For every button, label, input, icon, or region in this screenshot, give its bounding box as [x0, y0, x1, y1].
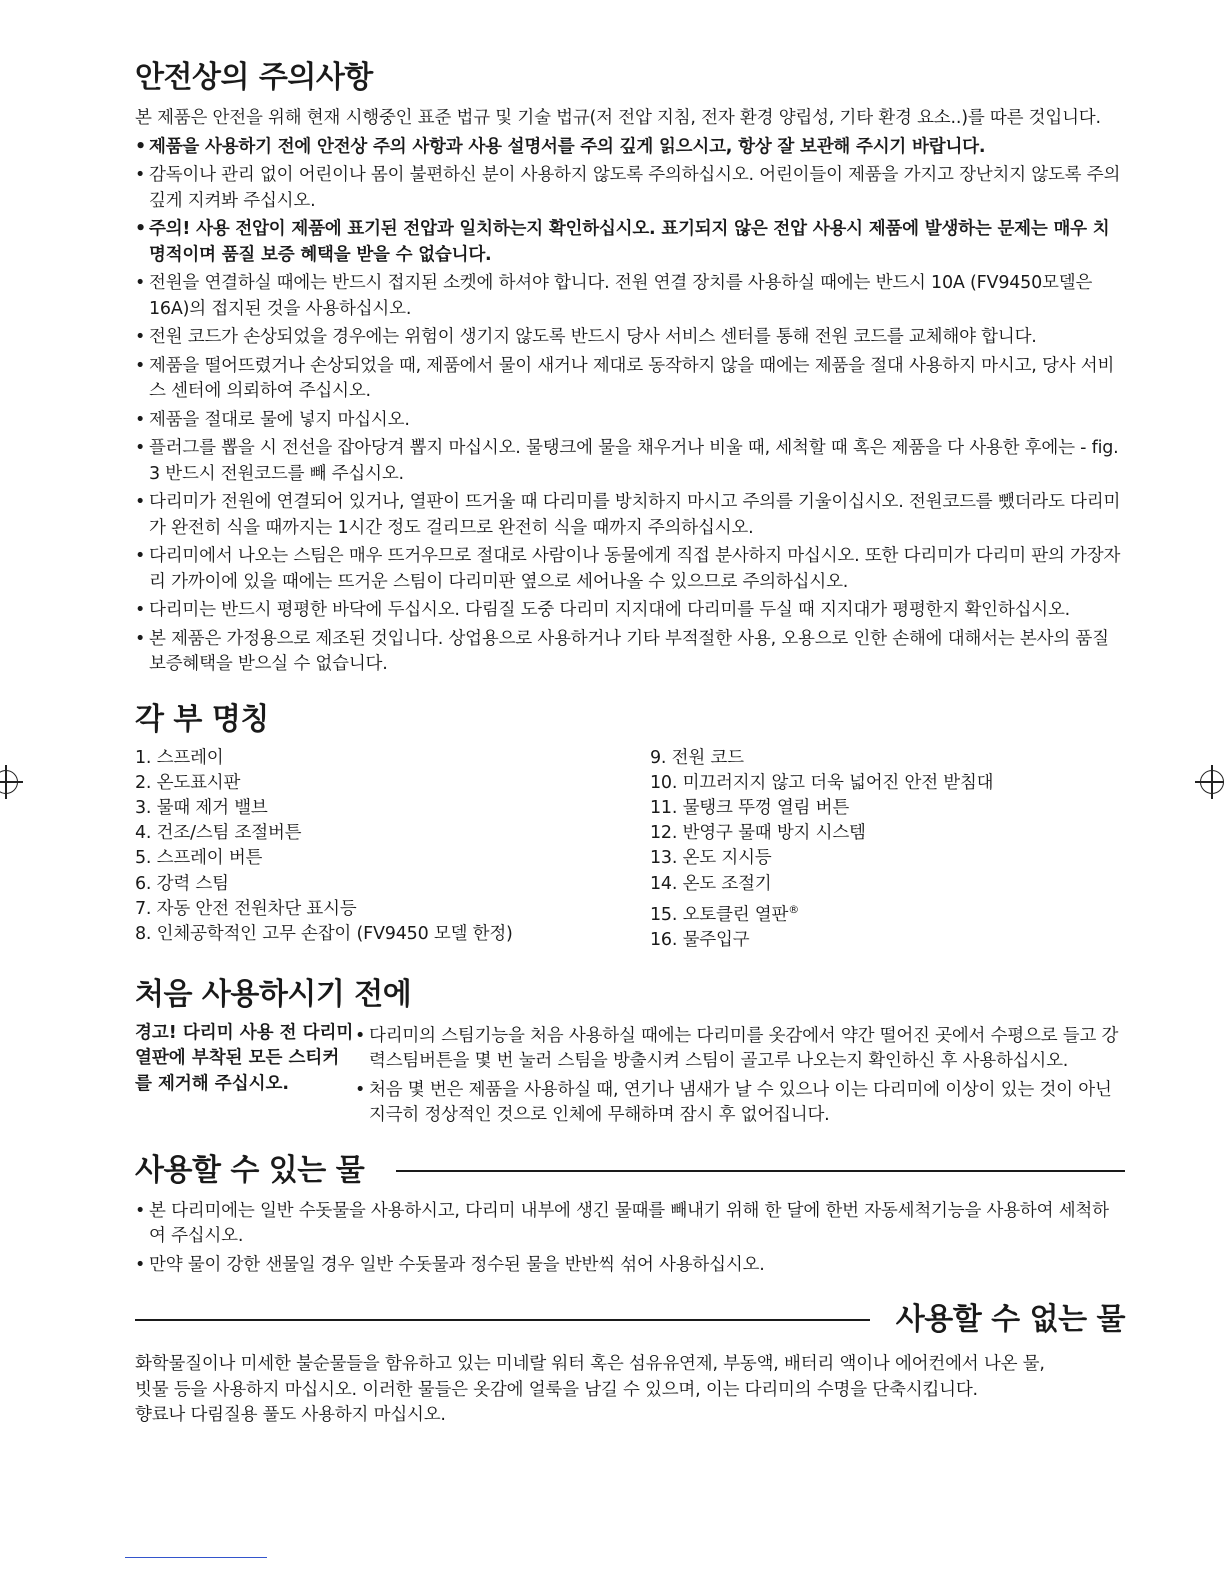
- part-item: 2. 온도표시판: [135, 772, 241, 793]
- usable-water-title: 사용할 수 있는 물: [135, 1152, 365, 1188]
- parts-column-left: [135, 746, 650, 953]
- registration-mark-left: [0, 770, 18, 794]
- list-item: • 다리미는 반드시 평평한 바닥에 두십시오. 다림질 도중 다리미 지지대에 다리미를 두실 때 지지대가 평평한지 확인하십시오.: [135, 598, 1125, 624]
- part-item: 13. 온도 지시등: [650, 848, 772, 869]
- divider: [396, 1170, 1125, 1172]
- part-item: 11. 물탱크 뚜껑 열림 버튼: [650, 797, 850, 818]
- part-item: 9. 전원 코드: [650, 747, 744, 768]
- registration-mark-right: [1200, 770, 1224, 794]
- registered-mark: ®: [788, 902, 799, 916]
- part-item: 16. 물주입구: [650, 929, 750, 950]
- list-item: • 본 제품은 가정용으로 제조된 것입니다. 상업용으로 사용하거나 기타 부적절한 사용, 오용으로 인한 손해에 대해서는 본사의 품질보증혜택을 받으실 수 없습니다.: [135, 627, 1125, 678]
- divider: [135, 1319, 870, 1321]
- safety-title: 안전상의 주의사항: [135, 60, 373, 95]
- list-item: • 만약 물이 강한 샌물일 경우 일반 수돗물과 정수된 물을 반반씩 섞어 사용하십시오.: [135, 1253, 1125, 1279]
- part-item: 5. 스프레이 버튼: [135, 848, 263, 869]
- usable-water-list: [135, 1199, 1125, 1279]
- first-use-body: [135, 1021, 1125, 1129]
- unusable-water-text: [135, 1352, 1125, 1429]
- part-item-label: 15. 오토클린 열판: [650, 904, 789, 925]
- parts-column-right: [650, 746, 993, 953]
- parts-section: [135, 700, 1125, 953]
- list-item: • 다리미가 전원에 연결되어 있거나, 열판이 뜨거울 때 다리미를 방치하지 마시고 주의를 기울이십시오. 전원코드를 뺐더라도 다리미가 완전히 식을 때까지는 1시간 정도 걸리므로 완전히 식을 때까지 주의하십시오.: [135, 490, 1125, 541]
- text-line: 화학물질이나 미세한 불순물들을 함유하고 있는 미네랄 워터 혹은 섬유유연제, 부동액, 배터리 액이나 에어컨에서 나온 물,: [135, 1354, 1045, 1375]
- safety-list: [135, 135, 1125, 678]
- text-line: 빗물 등을 사용하지 마십시오. 이러한 물들은 옷감에 얼룩을 남길 수 있으며, 이는 다리미의 수명을 단축시킵니다.: [135, 1379, 978, 1400]
- list-item: • 전원 코드가 손상되었을 경우에는 위험이 생기지 않도록 반드시 당사 서비스 센터를 통해 전원 코드를 교체해야 합니다.: [135, 325, 1125, 351]
- first-use-title: 처음 사용하시기 전에: [135, 976, 412, 1012]
- list-item: • 주의! 사용 전압이 제품에 표기된 전압과 일치하는지 확인하십시오. 표기되지 않은 전압 사용시 제품에 발생하는 문제는 매우 치명적이며 품질 보증 혜택을 받을 수 없습니다.: [135, 217, 1125, 268]
- part-item-autoclean: [650, 897, 993, 928]
- usable-water-header: [135, 1151, 1125, 1191]
- footnote-rule: [125, 1557, 267, 1558]
- list-item: • 다리미의 스팀기능을 처음 사용하실 때에는 다리미를 옷감에서 약간 떨어진 곳에서 수평으로 들고 강력스팀버튼을 몇 번 눌러 스팀을 방출시켜 스팀이 골고루 나오는지 확인하신 후 사용하십시오.: [355, 1024, 1125, 1075]
- list-item: • 제품을 떨어뜨렸거나 손상되었을 때, 제품에서 물이 새거나 제대로 동작하지 않을 때에는 제품을 절대 사용하지 마시고, 당사 서비스 센터에 의뢰하여 주십시오.: [135, 354, 1125, 405]
- safety-section: [135, 58, 1125, 678]
- parts-list: [135, 746, 1125, 953]
- part-item: 8. 인체공학적인 고무 손잡이 (FV9450 모델 한정): [135, 923, 513, 944]
- list-item: • 감독이나 관리 없이 어린이나 몸이 불편하신 분이 사용하지 않도록 주의하십시오. 어린이들이 제품을 가지고 장난치지 않도록 주의 깊게 지켜봐 주십시오.: [135, 163, 1125, 214]
- unusable-water-title: 사용할 수 없는 물: [895, 1302, 1125, 1338]
- part-item: 7. 자동 안전 전원차단 표시등: [135, 898, 357, 919]
- part-item: 12. 반영구 물때 방지 시스템: [650, 823, 866, 844]
- list-item: • 제품을 사용하기 전에 안전상 주의 사항과 사용 설명서를 주의 깊게 읽으시고, 항상 잘 보관해 주시기 바랍니다.: [135, 135, 1125, 161]
- list-item: • 플러그를 뽑을 시 전선을 잡아당겨 뽑지 마십시오. 물탱크에 물을 채우거나 비울 때, 세척할 때 혹은 제품을 다 사용한 후에는 - fig. 3 반드시 전원코드를 빼 주십시오.: [135, 436, 1125, 487]
- usable-water-section: [135, 1151, 1125, 1279]
- manual-page: [135, 58, 1125, 1429]
- list-item: • 다리미에서 나오는 스팀은 매우 뜨거우므로 절대로 사람이나 동물에게 직접 분사하지 마십시오. 또한 다리미가 다리미 판의 가장자리 가까이에 있을 때에는 뜨거운 스팀이 다리미판 옆으로 세어나올 수 있으므로 주의하십시오.: [135, 544, 1125, 595]
- part-item: 10. 미끄러지지 않고 더욱 넓어진 안전 받침대: [650, 772, 994, 793]
- list-item: • 제품을 절대로 물에 넣지 마십시오.: [135, 408, 1125, 434]
- list-item: • 본 다리미에는 일반 수돗물을 사용하시고, 다리미 내부에 생긴 물때를 빼내기 위해 한 달에 한번 자동세척기능을 사용하여 세척하여 주십시오.: [135, 1199, 1125, 1250]
- text-line: 향료나 다림질용 풀도 사용하지 마십시오.: [135, 1405, 446, 1426]
- part-item: 3. 물때 제거 밸브: [135, 797, 268, 818]
- unusable-water-header: [135, 1300, 1125, 1340]
- part-item: 4. 건조/스팀 조절버튼: [135, 823, 302, 844]
- safety-intro: 본 제품은 안전을 위해 현재 시행중인 표준 법규 및 기술 법규(저 전압 지침, 전자 환경 양립성, 기타 환경 요소..)를 따른 것입니다.: [135, 108, 1101, 128]
- parts-title: 각 부 명칭: [135, 701, 269, 737]
- list-item: • 처음 몇 번은 제품을 사용하실 때, 연기나 냄새가 날 수 있으나 이는 다리미에 이상이 있는 것이 아닌 지극히 정상적인 것으로 인체에 무해하며 잠시 후 없어집니다.: [355, 1078, 1125, 1129]
- part-item: 6. 강력 스팀: [135, 873, 229, 894]
- warning-note: 경고! 다리미 사용 전 다리미 열판에 부착된 모든 스티커를 제거해 주십시오.: [135, 1022, 354, 1094]
- list-item: • 전원을 연결하실 때에는 반드시 접지된 소켓에 하셔야 합니다. 전원 연결 장치를 사용하실 때에는 반드시 10A (FV9450모델은 16A)의 접지된 것을 사용하십시오.: [135, 271, 1125, 322]
- first-use-section: [135, 975, 1125, 1129]
- unusable-water-section: [135, 1300, 1125, 1429]
- part-item: 1. 스프레이: [135, 747, 224, 768]
- first-use-list: [355, 1021, 1125, 1129]
- part-item: 14. 온도 조절기: [650, 873, 772, 894]
